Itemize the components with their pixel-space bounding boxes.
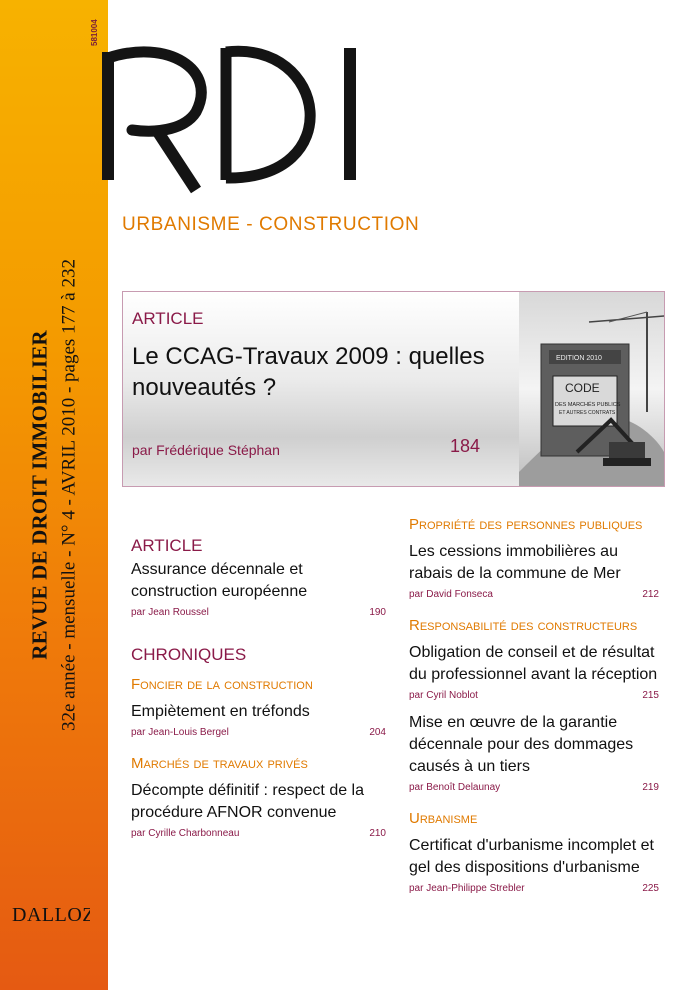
feature-author: par Frédérique Stéphan bbox=[132, 442, 280, 458]
spine-code: 581004 bbox=[90, 19, 99, 46]
right-section bbox=[409, 712, 659, 798]
right-column bbox=[409, 516, 659, 899]
section-title: Mise en œuvre de la garantie décennale pour des dommages causés à un tiers bbox=[409, 714, 634, 775]
section-page: 215 bbox=[642, 690, 659, 701]
section-byline bbox=[409, 782, 659, 798]
book-edition: EDITION 2010 bbox=[556, 355, 602, 362]
section-author: par Jean-Louis Bergel bbox=[131, 727, 229, 738]
right-section bbox=[409, 810, 659, 899]
book-code: CODE bbox=[565, 381, 600, 395]
chroniques-heading: CHRONIQUES bbox=[131, 645, 247, 664]
section-byline bbox=[409, 589, 659, 605]
section-author: par David Fonseca bbox=[409, 589, 493, 600]
left-section bbox=[131, 755, 386, 844]
section-title: Obligation de conseil et de résultat du professionnel avant la réception bbox=[409, 644, 658, 683]
section-title: Décompte définitif : respect de la procédure AFNOR convenue bbox=[131, 782, 365, 821]
feature-photo bbox=[519, 292, 664, 486]
section-author: par Jean-Philippe Strebler bbox=[409, 883, 525, 894]
article-heading: ARTICLE bbox=[131, 536, 203, 555]
article-byline bbox=[131, 607, 386, 623]
right-section bbox=[409, 516, 659, 605]
feature-title: Le CCAG-Travaux 2009 : quelles nouveautés ? bbox=[132, 343, 485, 401]
section-category: Urbanisme bbox=[409, 810, 478, 827]
section-category: Marchés de travaux privés bbox=[131, 755, 308, 772]
spine-issue-info: 32e année - mensuelle - N° 4 - AVRIL 2010 - pages 177 à 232 bbox=[58, 259, 80, 731]
section-page: 210 bbox=[369, 828, 386, 839]
section-category: Foncier de la construction bbox=[131, 676, 313, 693]
section-title: Certificat d'urbanisme incomplet et gel des dispositions d'urbanisme bbox=[409, 837, 654, 876]
feature-article-box bbox=[122, 291, 665, 487]
book-line: DES MARCHÉS PUBLICS bbox=[555, 402, 621, 408]
section-title: Empiètement en tréfonds bbox=[131, 703, 310, 720]
section-byline bbox=[131, 727, 386, 743]
spine-journal-name: REVUE DE DROIT IMMOBILIER bbox=[27, 330, 52, 660]
cover-subtitle: URBANISME - CONSTRUCTION bbox=[122, 214, 420, 235]
dalloz-logo bbox=[12, 900, 90, 931]
section-page: 212 bbox=[642, 589, 659, 600]
section-byline bbox=[409, 883, 659, 899]
section-page: 225 bbox=[642, 883, 659, 894]
section-byline bbox=[131, 828, 386, 844]
svg-text:DALLOZ: DALLOZ bbox=[12, 904, 90, 926]
left-column bbox=[131, 536, 386, 844]
article-author: par Jean Roussel bbox=[131, 607, 209, 618]
book-line-2: ET AUTRES CONTRATS bbox=[559, 410, 616, 416]
spine-text bbox=[28, 0, 81, 990]
section-byline bbox=[409, 690, 659, 706]
rdi-logo bbox=[98, 30, 388, 200]
section-author: par Benoît Delaunay bbox=[409, 782, 501, 793]
section-author: par Cyril Noblot bbox=[409, 690, 478, 701]
left-section bbox=[131, 676, 386, 743]
article-page: 190 bbox=[369, 607, 386, 618]
section-author: par Cyrille Charbonneau bbox=[131, 828, 240, 839]
feature-kicker: ARTICLE bbox=[132, 309, 204, 328]
section-page: 204 bbox=[369, 727, 386, 738]
section-category: Propriété des personnes publiques bbox=[409, 516, 643, 533]
right-section bbox=[409, 617, 659, 706]
section-page: 219 bbox=[642, 782, 659, 793]
section-category: Responsabilité des constructeurs bbox=[409, 617, 638, 634]
article-title: Assurance décennale et construction européenne bbox=[131, 561, 308, 600]
section-title: Les cessions immobilières au rabais de la commune de Mer bbox=[409, 543, 621, 582]
cover-spine bbox=[0, 0, 108, 990]
feature-page-number: 184 bbox=[450, 436, 481, 456]
